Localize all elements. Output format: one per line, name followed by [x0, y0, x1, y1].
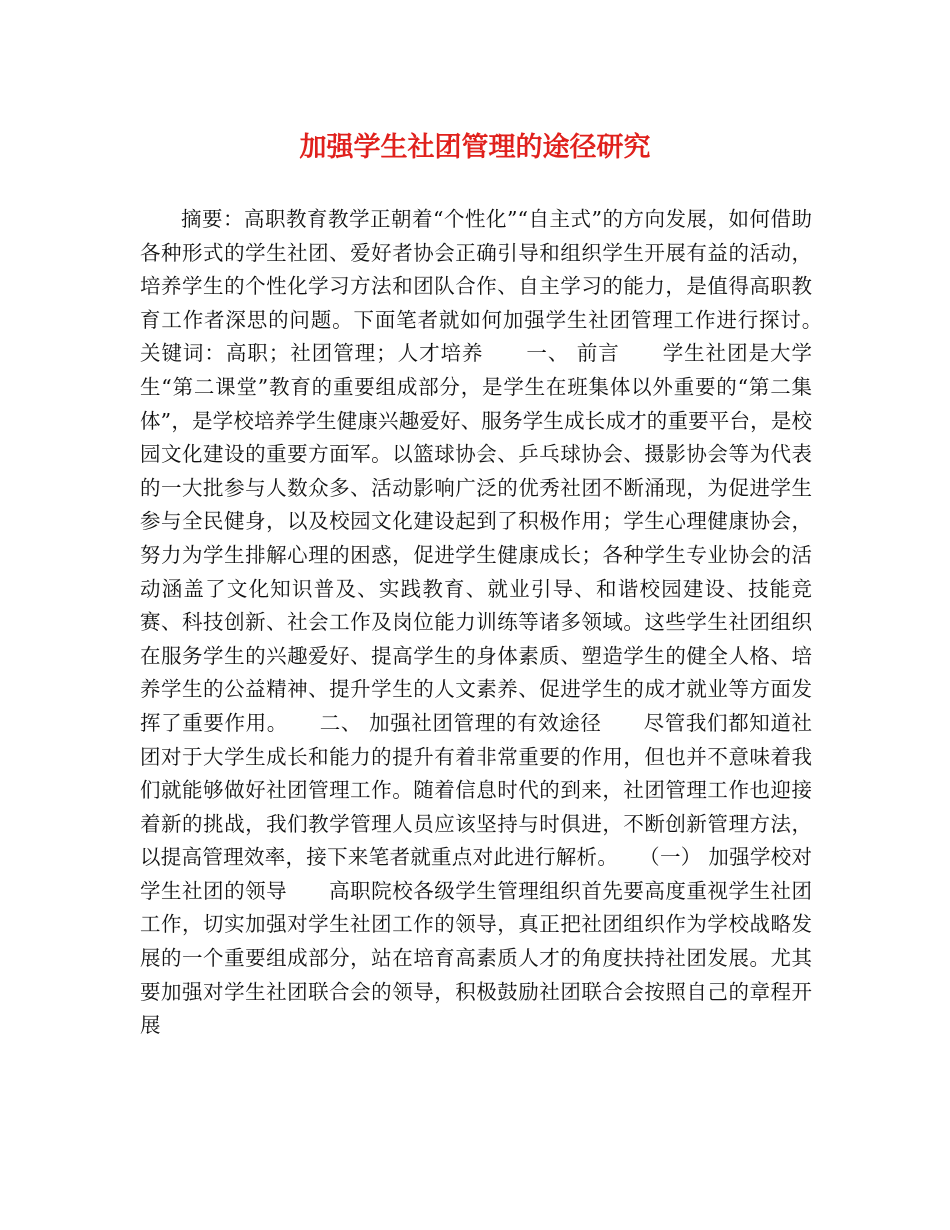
document-body-paragraph: 摘要：高职教育教学正朝着“个性化”“自主式”的方向发展，如何借助各种形式的学生社团、爱好者协会正确引导和组织学生开展有益的活动，培养学生的个性化学习方法和团队合作、自主学习的能力，是值得高职教育工作者深思的问题。下面笔者就如何加强学生社团管理工作进行探讨。 关键词：高职；社团管理；人才培养 一、 前言 学生社团是大学生“第二课堂”教育的重要组成部分，是学生在班集体以外重要的“第二集体”，是学校培养学生健康兴趣爱好、服务学生成长成才的重要平台，是校园文化建设的重要方面军。以篮球协会、乒乓球协会、摄影协会等为代表的一大批参与人数众多、活动影响广泛的优秀社团不断涌现，为促进学生参与全民健身，以及校园文化建设起到了积极作用；学生心理健康协会，努力为学生排解心理的困惑，促进学生健康成长；各种学生专业协会的活动涵盖了文化知识普及、实践教育、就业引导、和谐校园建设、技能竞赛、科技创新、社会工作及岗位能力训练等诸多领域。这些学生社团组织在服务学生的兴趣爱好、提高学生的身体素质、塑造学生的健全人格、培养学生的公益精神、提升学生的人文素养、促进学生的成才就业等方面发挥了重要作用。 二、 加强社团管理的有效途径 尽管我们都知道社团对于大学生成长和能力的提升有着非常重要的作用，但也并不意味着我们就能够做好社团管理工作。随着信息时代的到来，社团管理工作也迎接着新的挑战，我们教学管理人员应该坚持与时俱进，不断创新管理方法，以提高管理效率，接下来笔者就重点对此进行解析。 （一） 加强学校对学生社团的领导 高职院校各级学生管理组织首先要高度重视学生社团工作，切实加强对学生社团工作的领导，真正把社团组织作为学校战略发展的一个重要组成部分，站在培育高素质人才的角度扶持社团发展。尤其要加强对学生社团联合会的领导，积极鼓励社团联合会按照自己的章程开展 — [140, 207, 853, 1038]
document-title: 加强学生社团管理的途径研究 — [299, 132, 651, 163]
